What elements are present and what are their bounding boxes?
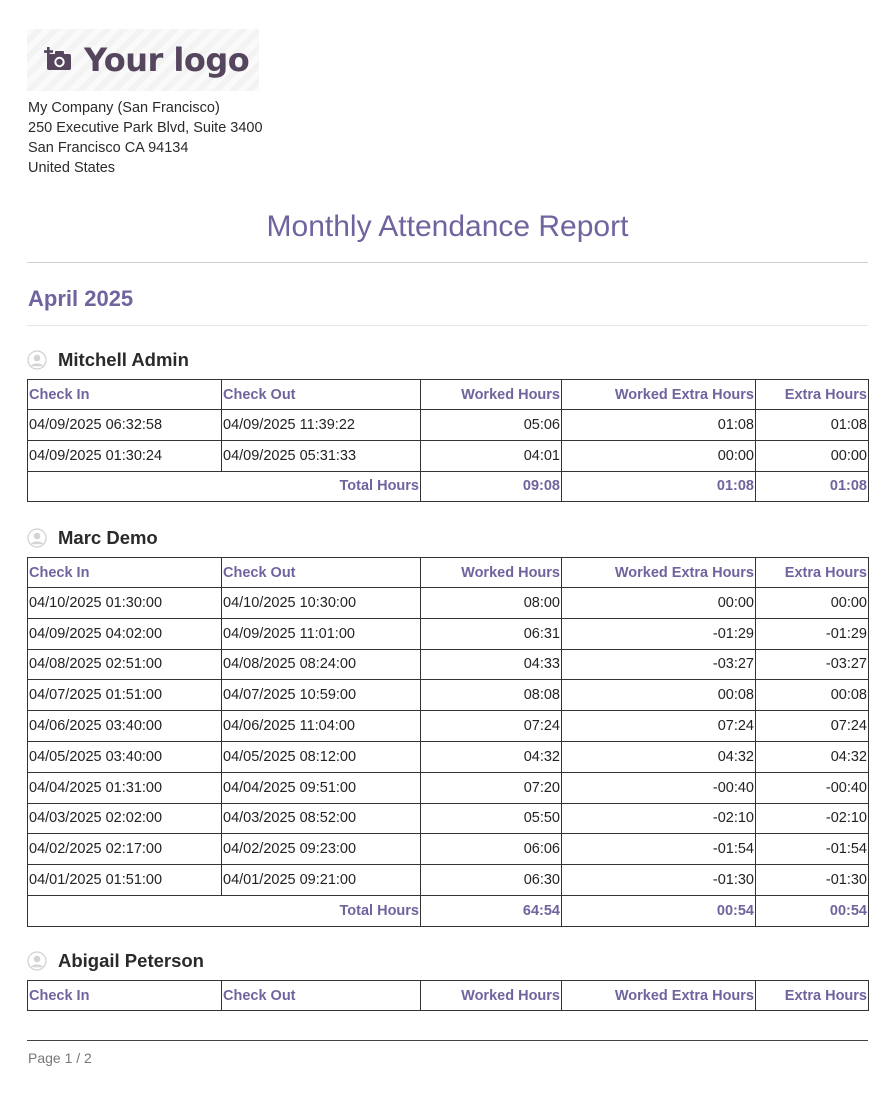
table-cell: 07:24: [421, 711, 562, 742]
attendance-table: [27, 379, 869, 502]
table-cell: -01:29: [756, 618, 869, 649]
total-label: Total Hours: [28, 471, 421, 502]
avatar-icon: [27, 951, 47, 971]
table-cell: 00:00: [756, 588, 869, 619]
column-header: Extra Hours: [756, 981, 869, 1011]
table-row: [28, 711, 869, 742]
column-header: Worked Hours: [421, 558, 562, 588]
employee-header: [27, 527, 158, 549]
table-row: [28, 865, 869, 896]
table-cell: -01:29: [562, 618, 756, 649]
table-cell: 08:08: [421, 680, 562, 711]
table-cell: -01:54: [562, 834, 756, 865]
avatar-icon: [27, 528, 47, 548]
table-cell: 07:24: [562, 711, 756, 742]
table-row: [28, 772, 869, 803]
total-value: 09:08: [421, 471, 562, 502]
column-header: Worked Extra Hours: [562, 380, 756, 410]
logo-text: Your logo: [84, 41, 250, 79]
table-cell: 04:32: [756, 741, 869, 772]
company-logo: [27, 29, 259, 91]
table-cell: -00:40: [562, 772, 756, 803]
table-cell: 04:33: [421, 649, 562, 680]
table-cell: -00:40: [756, 772, 869, 803]
page-number: Page 1 / 2: [28, 1050, 92, 1066]
company-name: My Company (San Francisco): [28, 100, 220, 116]
table-cell: 06:31: [421, 618, 562, 649]
table-row: [28, 834, 869, 865]
table-cell: 07:20: [421, 772, 562, 803]
table-cell: 04:32: [562, 741, 756, 772]
table-cell: 05:06: [421, 410, 562, 441]
table-cell: 00:00: [562, 440, 756, 471]
table-cell: 04/03/2025 08:52:00: [222, 803, 421, 834]
table-cell: 04/09/2025 05:31:33: [222, 440, 421, 471]
table-cell: 00:00: [756, 440, 869, 471]
table-cell: 04/05/2025 08:12:00: [222, 741, 421, 772]
employee-name: Marc Demo: [58, 527, 158, 548]
table-cell: 04/04/2025 01:31:00: [28, 772, 222, 803]
table-cell: 04/09/2025 11:01:00: [222, 618, 421, 649]
table-cell: -03:27: [562, 649, 756, 680]
table-cell: 07:24: [756, 711, 869, 742]
table-header-row: [28, 380, 869, 410]
table-cell: -01:30: [562, 865, 756, 896]
employee-header: [27, 349, 189, 371]
table-cell: -01:30: [756, 865, 869, 896]
company-city: San Francisco CA 94134: [28, 140, 189, 156]
table-cell: 04/10/2025 10:30:00: [222, 588, 421, 619]
table-cell: 04/01/2025 09:21:00: [222, 865, 421, 896]
table-cell: -01:54: [756, 834, 869, 865]
table-cell: 00:08: [562, 680, 756, 711]
column-header: Extra Hours: [756, 380, 869, 410]
column-header: Check In: [28, 981, 222, 1011]
table-cell: -02:10: [756, 803, 869, 834]
table-header-row: [28, 981, 869, 1011]
table-cell: 06:30: [421, 865, 562, 896]
total-value: 64:54: [421, 895, 562, 926]
table-cell: 04/05/2025 03:40:00: [28, 741, 222, 772]
table-cell: 04/09/2025 04:02:00: [28, 618, 222, 649]
table-row: [28, 741, 869, 772]
table-cell: 04/06/2025 03:40:00: [28, 711, 222, 742]
table-row: [28, 649, 869, 680]
total-value: 01:08: [562, 471, 756, 502]
table-cell: 04/09/2025 01:30:24: [28, 440, 222, 471]
table-cell: 04/04/2025 09:51:00: [222, 772, 421, 803]
table-cell: 04/07/2025 01:51:00: [28, 680, 222, 711]
employee-name: Abigail Peterson: [58, 950, 204, 971]
table-cell: 04/03/2025 02:02:00: [28, 803, 222, 834]
column-header: Extra Hours: [756, 558, 869, 588]
total-value: 00:54: [756, 895, 869, 926]
column-header: Check Out: [222, 380, 421, 410]
table-row: [28, 410, 869, 441]
table-cell: 04/06/2025 11:04:00: [222, 711, 421, 742]
attendance-table: [27, 557, 869, 927]
column-header: Check In: [28, 380, 222, 410]
table-cell: 04/10/2025 01:30:00: [28, 588, 222, 619]
table-cell: -02:10: [562, 803, 756, 834]
table-cell: 05:50: [421, 803, 562, 834]
company-street: 250 Executive Park Blvd, Suite 3400: [28, 120, 263, 136]
total-row: [28, 895, 869, 926]
report-title: Monthly Attendance Report: [266, 210, 629, 243]
table-row: [28, 618, 869, 649]
table-cell: 00:00: [562, 588, 756, 619]
table-cell: 04/02/2025 09:23:00: [222, 834, 421, 865]
table-cell: 04:01: [421, 440, 562, 471]
column-header: Worked Extra Hours: [562, 981, 756, 1011]
table-cell: 04/07/2025 10:59:00: [222, 680, 421, 711]
table-row: [28, 440, 869, 471]
table-cell: 04/08/2025 08:24:00: [222, 649, 421, 680]
table-cell: 01:08: [756, 410, 869, 441]
total-value: 01:08: [756, 471, 869, 502]
total-label: Total Hours: [28, 895, 421, 926]
table-cell: 01:08: [562, 410, 756, 441]
table-header-row: [28, 558, 869, 588]
title-divider: [27, 262, 868, 263]
column-header: Check Out: [222, 558, 421, 588]
table-cell: 08:00: [421, 588, 562, 619]
table-cell: -03:27: [756, 649, 869, 680]
column-header: Check Out: [222, 981, 421, 1011]
column-header: Check In: [28, 558, 222, 588]
column-header: Worked Extra Hours: [562, 558, 756, 588]
footer-divider: [27, 1040, 868, 1041]
company-country: United States: [28, 160, 116, 176]
table-cell: 04/09/2025 11:39:22: [222, 410, 421, 441]
table-row: [28, 680, 869, 711]
table-cell: 04/01/2025 01:51:00: [28, 865, 222, 896]
company-address: [28, 98, 263, 178]
employee-name: Mitchell Admin: [58, 349, 189, 370]
column-header: Worked Hours: [421, 380, 562, 410]
month-divider: [27, 325, 868, 326]
table-cell: 04/08/2025 02:51:00: [28, 649, 222, 680]
column-header: Worked Hours: [421, 981, 562, 1011]
table-cell: 04/02/2025 02:17:00: [28, 834, 222, 865]
table-row: [28, 588, 869, 619]
month-heading: April 2025: [28, 286, 134, 311]
table-cell: 00:08: [756, 680, 869, 711]
table-cell: 04/09/2025 06:32:58: [28, 410, 222, 441]
total-row: [28, 471, 869, 502]
total-value: 00:54: [562, 895, 756, 926]
attendance-table: [27, 980, 869, 1011]
employee-header: [27, 950, 204, 972]
table-cell: 06:06: [421, 834, 562, 865]
camera-plus-icon: [44, 44, 74, 74]
avatar-icon: [27, 350, 47, 370]
table-row: [28, 803, 869, 834]
table-cell: 04:32: [421, 741, 562, 772]
